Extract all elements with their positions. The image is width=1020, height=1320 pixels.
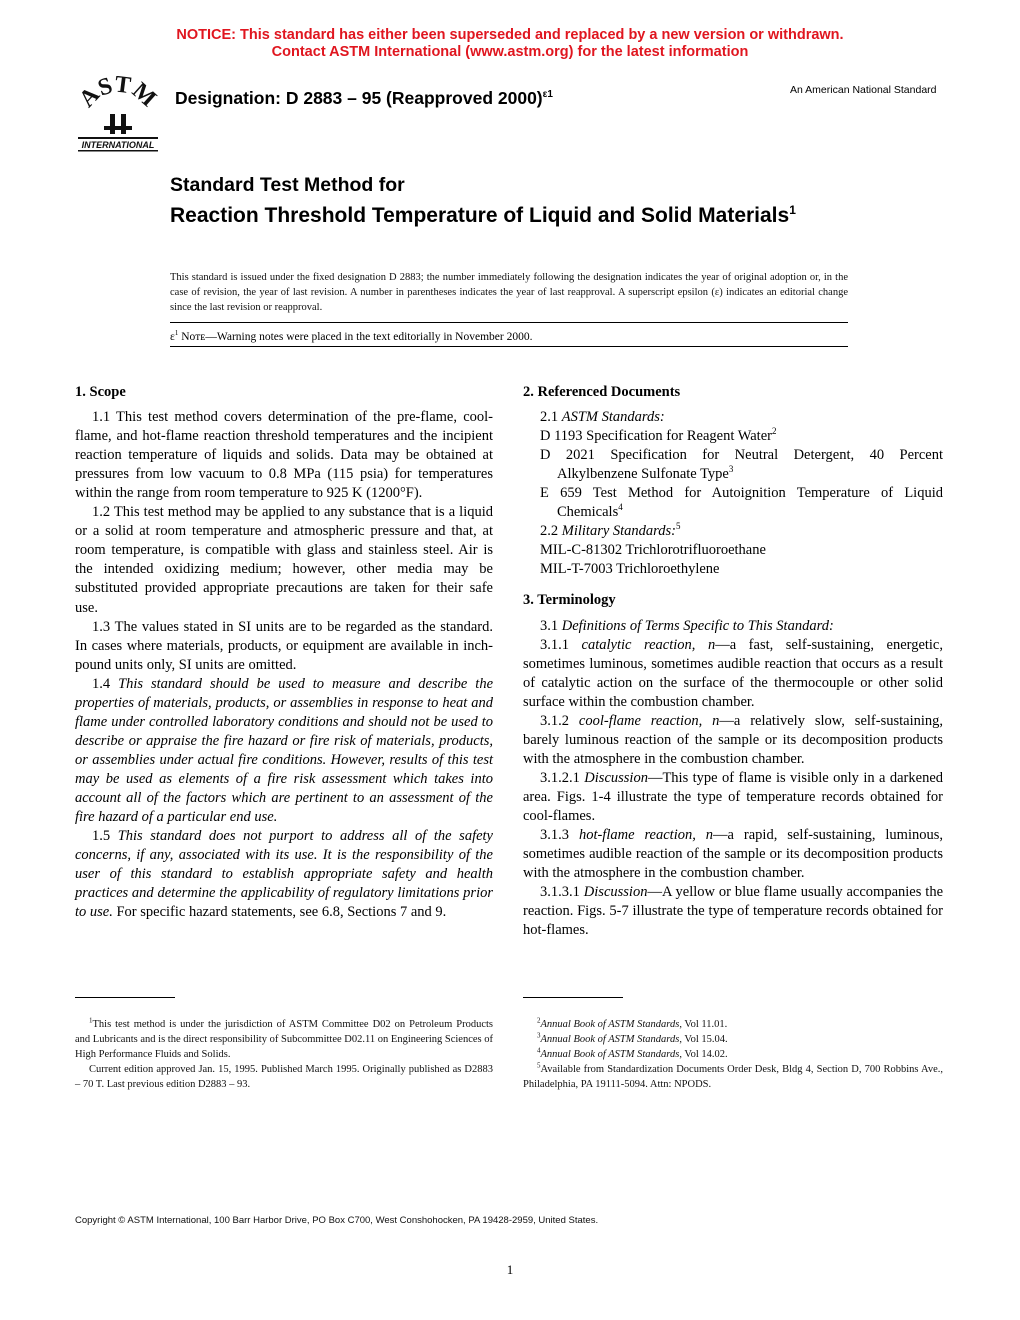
term-3-1-3-1 xyxy=(523,883,943,940)
term-definition: —This type of flame is visible only in a darkened area. Figs. 1-4 illustrate the type of temperature records obtained for cool-flames. xyxy=(523,769,944,824)
footnote-5 xyxy=(523,1062,943,1092)
ref-e659-sup: 4 xyxy=(618,502,623,513)
footnote-1-edition: Current edition approved Jan. 15, 1995. Published March 1995. Originally published as D2883 – 70 T. Last previous edition D2883 – 93. xyxy=(75,1064,493,1090)
ref-d1193 xyxy=(540,427,943,446)
footnote-1 xyxy=(75,1017,493,1062)
term-num: 3.1.2 xyxy=(540,712,579,729)
footnote-2 xyxy=(523,1017,943,1032)
notice-line-2: Contact ASTM International (www.astm.org) for the latest information xyxy=(271,44,749,60)
footnotes-right xyxy=(523,1017,943,1092)
ref-d2021 xyxy=(540,446,943,484)
scope-1-1: 1.1 This test method covers determination of the pre-flame, cool-flame, and hot-flame reaction threshold temperatures and the incipient reaction temperature of liquids and solids. Data may be obtained at pressures from low vacuum to 0.8 MPa (115 psia) for temperatures within the range from room temperature to 925 K (1200°F). xyxy=(75,409,493,502)
designation xyxy=(175,88,553,109)
footnotes-left xyxy=(75,1017,493,1092)
notice-line-1: NOTICE: This standard has either been superseded and replaced by a new version or withdrawn. xyxy=(176,27,844,43)
divider xyxy=(170,346,848,347)
term-3-1-3 xyxy=(523,826,943,883)
logo-top-text: ASTM xyxy=(74,76,162,113)
logo-bottom-text: INTERNATIONAL xyxy=(81,140,155,150)
page-number: 1 xyxy=(506,1262,514,1277)
issued-statement: This standard is issued under the fixed designation D 2883; the number immediately following the designation indicates the year of original adoption or, in the case of revision, the year of last revision. A number in parentheses indicates the year of last reapproval. A superscript epsilon (ε) indicates an editorial change since the last revision or reapproval. xyxy=(170,272,848,313)
ref-mil-num: 2.2 xyxy=(540,523,562,540)
term-name: catalytic reaction, n xyxy=(581,636,716,653)
note-text: Nᴏᴛᴇ—Warning notes were placed in the text editorially in November 2000. xyxy=(178,330,533,343)
footnote-divider xyxy=(75,997,175,998)
term-name: Discussion xyxy=(583,884,648,901)
terminology-heading: 3. Terminology xyxy=(523,592,616,609)
term-name: hot-flame reaction, n xyxy=(578,827,714,844)
footnote-3-sup: 3 xyxy=(537,1031,541,1040)
term-num: 3.1.3 xyxy=(540,827,579,844)
national-standard-label: An American National Standard xyxy=(790,84,937,96)
term-3-1-num: 3.1 xyxy=(540,617,562,634)
footnote-3 xyxy=(523,1032,943,1047)
term-definition: —a rapid, self-sustaining, luminous, sometimes audible reaction of the sample or its decomposition products with the atmosphere in the combustion chamber. xyxy=(523,827,944,882)
ref-military xyxy=(523,522,943,541)
ref-astm-label: ASTM Standards: xyxy=(561,409,665,426)
footnote-5-sup: 5 xyxy=(537,1061,541,1070)
title-sup: 1 xyxy=(789,203,796,217)
scope-1-5-italic: This standard does not purport to address all of the safety concerns, if any, associated with its use. It is the responsibility of the user of this standard to establish appropriate safety and health practices and determine the applicability of regulatory limitations prior to use. xyxy=(75,828,493,921)
ref-d1193-text: D 1193 Specification for Reagent Water xyxy=(540,428,772,445)
footnote-2-vol: , Vol 11.01. xyxy=(679,1019,728,1030)
term-num: 3.1.2.1 xyxy=(540,769,585,786)
footnote-5-text: Available from Standardization Documents Order Desk, Bldg 4, Section D, 700 Robbins Ave., Philadelphia, PA 19111-5094. Attn: NPODS. xyxy=(523,1064,943,1090)
ref-e659 xyxy=(540,484,943,522)
note-symbol: ε xyxy=(170,330,175,343)
term-3-1-2 xyxy=(523,712,943,769)
footnote-1-text: This test method is under the jurisdiction of ASTM Committee D02 on Petroleum Products and Lubricants and is the direct responsibility of Subcommittee D02.11 on Engineering Sciences of High Performance Fluids and Solids. xyxy=(75,1019,493,1060)
ref-mil-sup: 5 xyxy=(676,521,681,532)
scope-1-3: 1.3 The values stated in SI units are to be regarded as the standard. In cases where materials, products, or equipment are available in inch-pound units only, SI units are omitted. xyxy=(75,618,493,673)
footnote-divider xyxy=(523,997,623,998)
footnote-3-vol: , Vol 15.04. xyxy=(679,1034,728,1045)
term-name: cool-flame reaction, n xyxy=(578,712,720,729)
term-definition: —a fast, self-sustaining, energetic, sometimes luminous, sometimes audible reaction that occurs as a result of catalytic action on the surface of the thermocouple or other solid surface within the combustion chamber. xyxy=(523,636,943,710)
ref-astm-num: 2.1 xyxy=(540,409,562,426)
ref-mil-c-81302: MIL-C-81302 Trichlorotrifluoroethane xyxy=(540,542,766,559)
term-num: 3.1.1 xyxy=(540,636,582,653)
ref-astm xyxy=(523,408,943,427)
copyright-line: Copyright © ASTM International, 100 Barr Harbor Drive, PO Box C700, West Conshohocken, PA 19428-2959, United States. xyxy=(75,1215,599,1226)
scope-1-4-text: This standard should be used to measure and describe the properties of materials, products, or assemblies in response to heat and flame under controlled laboratory conditions and should not be used to describe or appraise the fire hazard or fire risk of materials, products, or assemblies under actual fire conditions. However, results of this test may be used as elements of a fire risk assessment which takes into account all of the factors which are pertinent to an assessment of the fire hazard of a particular end use. xyxy=(75,675,494,826)
astm-logo-icon xyxy=(74,76,162,152)
scope-1-4-num: 1.4 xyxy=(92,675,119,692)
title-main: Reaction Threshold Temperature of Liquid and Solid Materials xyxy=(170,204,790,227)
designation-text: Designation: D 2883 – 95 (Reapproved 2000) xyxy=(175,88,543,108)
referenced-heading: 2. Referenced Documents xyxy=(523,384,681,400)
scope-1-4 xyxy=(75,675,493,827)
footnote-1-sup: 1 xyxy=(89,1016,93,1025)
designation-sup: ε1 xyxy=(542,89,553,101)
term-3-1 xyxy=(523,617,943,636)
title-line-1: Standard Test Method for xyxy=(170,174,405,196)
footnote-2-book: Annual Book of ASTM Standards xyxy=(540,1019,680,1030)
footnote-3-book: Annual Book of ASTM Standards xyxy=(540,1034,680,1045)
term-name: Discussion xyxy=(584,769,648,786)
note-sup: 1 xyxy=(174,329,179,337)
term-definition: —a relatively slow, self-sustaining, barely luminous reaction of the sample or its decomposition products with the atmosphere in the combustion chamber. xyxy=(523,712,943,767)
editorial-note xyxy=(170,329,532,343)
footnote-4-book: Annual Book of ASTM Standards xyxy=(540,1049,680,1060)
svg-text:ASTM xyxy=(74,76,161,112)
term-3-1-2-1 xyxy=(523,769,943,826)
footnote-4-vol: , Vol 14.02. xyxy=(679,1049,728,1060)
left-column xyxy=(75,383,493,922)
scope-heading: 1. Scope xyxy=(75,384,126,400)
scope-1-5 xyxy=(75,827,493,922)
footnote-2-sup: 2 xyxy=(537,1016,541,1025)
title-line-2 xyxy=(170,198,810,228)
superseded-notice xyxy=(0,27,1020,61)
ref-d2021-sup: 3 xyxy=(728,464,734,475)
scope-1-5-rest: For specific hazard statements, see 6.8, Sections 7 and 9. xyxy=(112,904,447,921)
divider xyxy=(170,322,848,323)
footnote-4-sup: 4 xyxy=(537,1046,541,1055)
right-column xyxy=(523,383,943,940)
term-3-1-label: Definitions of Terms Specific to This Standard: xyxy=(561,617,834,634)
term-definition: —A yellow or blue flame usually accompanies the reaction. Figs. 5-7 illustrate the type of temperature records obtained for hot-flames. xyxy=(523,884,944,939)
ref-d1193-sup: 2 xyxy=(771,426,777,437)
term-3-1-1 xyxy=(523,636,943,712)
ref-d2021-text: D 2021 Specification for Neutral Detergent, 40 Percent Alkylbenzene Sulfonate Type xyxy=(540,447,943,483)
scope-1-2: 1.2 This test method may be applied to any substance that is a liquid or a solid at room temperature and atmospheric pressure and that, at room temperature, is compatible with glass and stainless steel. Air is the intended oxidizing medium; however, other media may be substituted provided appropriate precautions are taken for their safe use. xyxy=(75,504,493,616)
ref-mil-label: Military Standards: xyxy=(561,523,677,540)
scope-1-5-num: 1.5 xyxy=(92,828,118,845)
ref-mil-t-7003: MIL-T-7003 Trichloroethylene xyxy=(540,561,720,578)
term-num: 3.1.3.1 xyxy=(540,884,584,901)
ref-e659-text: E 659 Test Method for Autoignition Temperature of Liquid Chemicals xyxy=(540,485,943,521)
footnote-4 xyxy=(523,1047,943,1062)
